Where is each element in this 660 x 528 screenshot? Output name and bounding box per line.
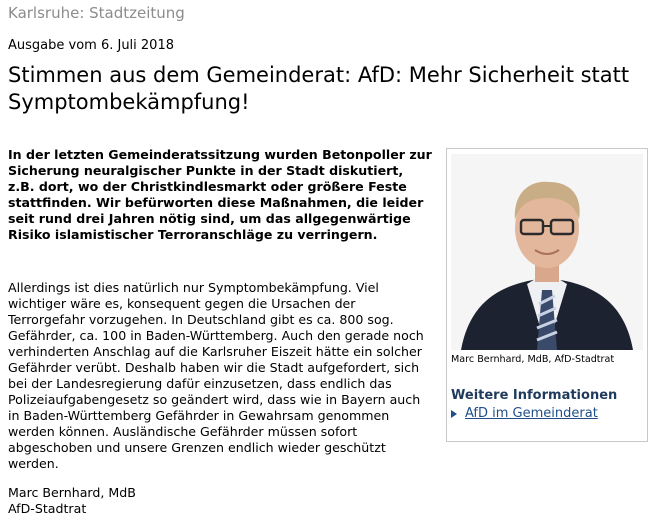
article-headline: Stimmen aus dem Gemeinderat: AfD: Mehr Sicherheit statt Symptombekämpfung!: [8, 63, 630, 114]
info-sidebar: [446, 148, 648, 442]
link-label: AfD im Gemeinderat: [465, 406, 598, 421]
edition-date: Ausgabe vom 6. Juli 2018: [8, 38, 174, 53]
more-info-heading: Weitere Informationen: [451, 388, 618, 403]
photo-caption: Marc Bernhard, MdB, AfD-Stadtrat: [451, 354, 615, 365]
portrait-photo: [451, 154, 643, 350]
signature-role: AfD-Stadtrat: [8, 501, 87, 516]
article-signature: [8, 485, 136, 517]
site-title: Karlsruhe: Stadtzeitung: [8, 4, 185, 22]
signature-name: Marc Bernhard, MdB: [8, 485, 136, 500]
afd-gemeinderat-link[interactable]: [451, 406, 598, 421]
arrow-right-icon: [451, 410, 457, 418]
article-body: Allerdings ist dies natürlich nur Symptombekämpfung. Viel wichtiger wäre es, konsequent gegen die Ursachen der Terrorgefahr vorzugehen. In Deutschland gibt es ca. 800 sog. Gefährder, ca. 100 in Baden-Württemberg. Auch den gerade noch verhinderten Anschlag auf die Karlsruher Eiszeit hätte ein solcher Gefährder verübt. Deshalb haben wir die Stadt aufgefordert, sich bei der Landesregierung dafür einzusetzen, dass endlich das Polizeiaufgabengesetz so geändert wird, dass wie in Bayern auch in Baden-Württemberg Gefährder in Gewahrsam genommen werden können. Ausländische Gefährder müssen sofort abgeschoben und unsere Grenzen endlich wieder geschützt werden.: [8, 280, 424, 471]
article-lead: In der letzten Gemeinderatssitzung wurden Betonpoller zur Sicherung neuralgischer Punkte in der Stadt diskutiert, z.B. dort, wo der Christkindlesmarkt oder größere Feste stattfinden. Wir befürworten diese Maßnahmen, die leider seit rund drei Jahren nötig sind, um das allgegenwärtige Risiko islamistischer Terroranschläge zu verringern.: [8, 147, 432, 242]
